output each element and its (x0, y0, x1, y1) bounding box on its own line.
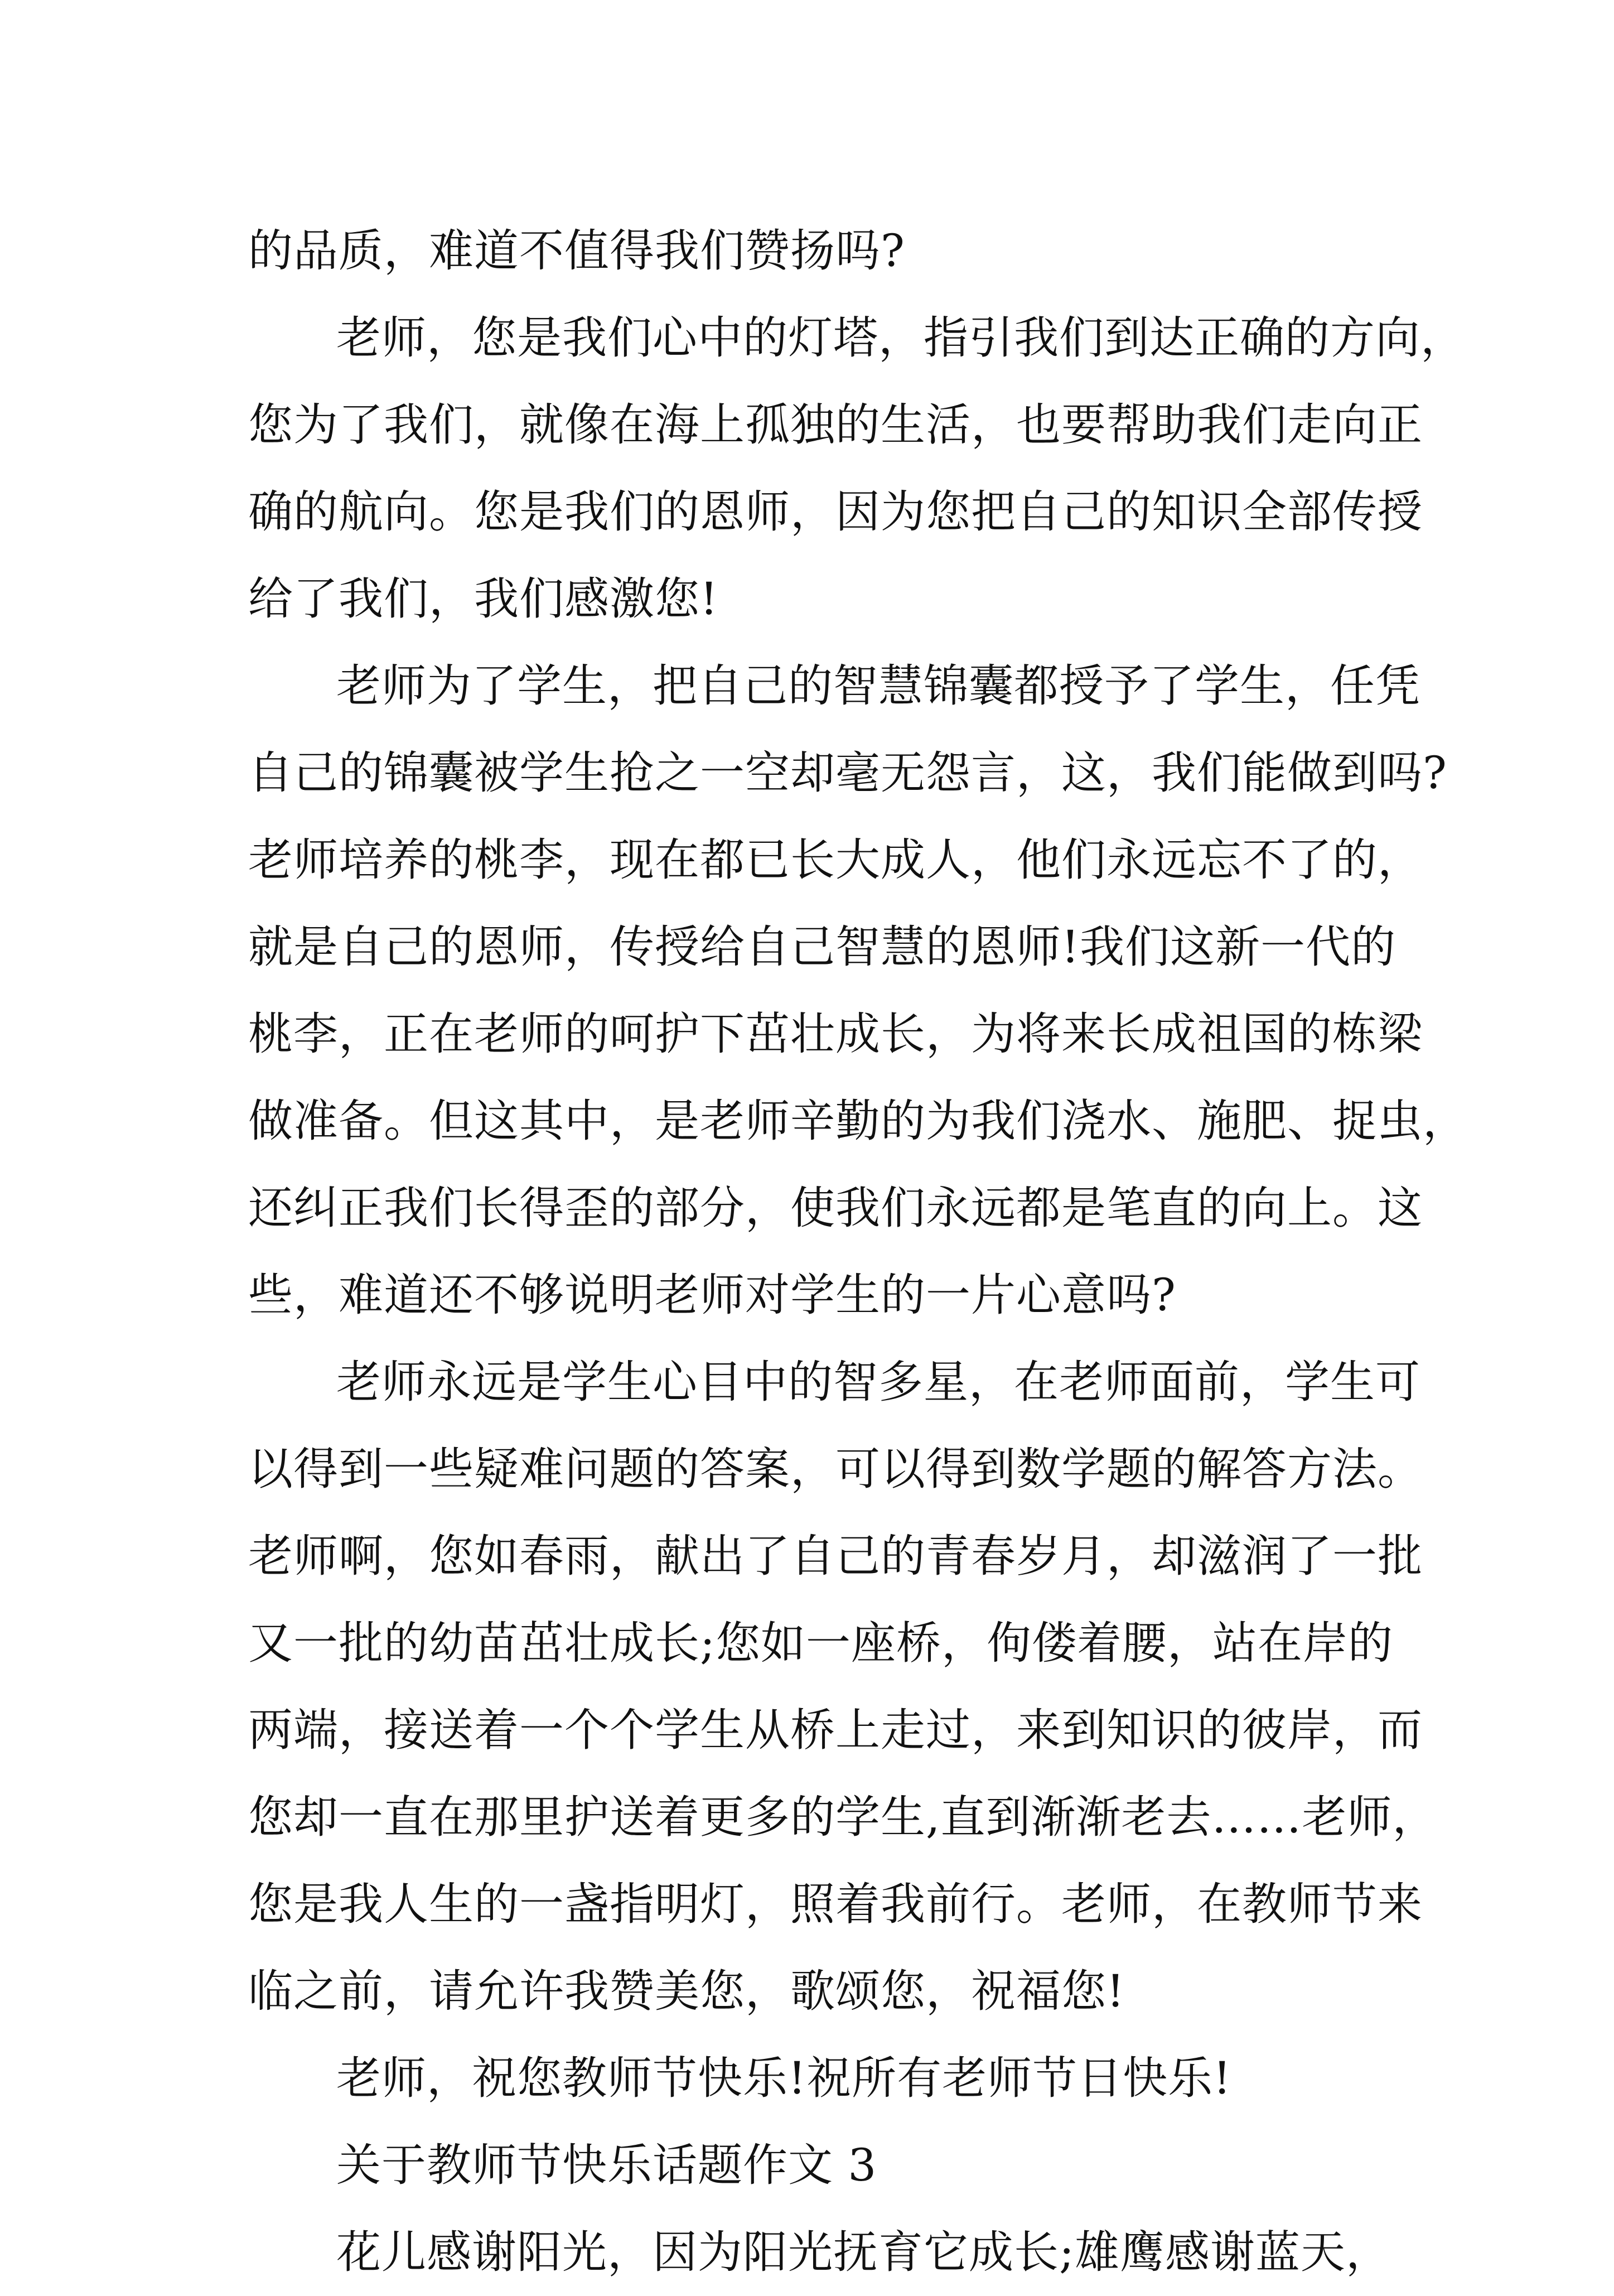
text-line: 就是自己的恩师，传授给自己智慧的恩师!我们这新一代的 (248, 921, 1396, 973)
text-line: 老师培养的桃李，现在都已长大成人，他们永远忘不了的， (248, 834, 1423, 886)
text-line: 老师啊，您如春雨，献出了自己的青春岁月，却滋润了一批 (248, 1530, 1423, 1582)
text-line: 些，难道还不够说明老师对学生的一片心意吗? (248, 1269, 1176, 1321)
paragraph-start-line: 花儿感谢阳光，因为阳光抚育它成长;雄鹰感谢蓝天， (336, 2226, 1391, 2278)
text-line: 还纠正我们长得歪的部分，使我们永远都是笔直的向上。这 (248, 1182, 1423, 1234)
text-line: 两端，接送着一个个学生从桥上走过，来到知识的彼岸，而 (248, 1704, 1423, 1756)
section-heading: 关于教师节快乐话题作文 3 (336, 2139, 877, 2191)
text-line: 确的航向。您是我们的恩师，因为您把自己的知识全部传授 (248, 486, 1423, 538)
text-line: 做准备。但这其中，是老师辛勤的为我们浇水、施肥、捉虫， (248, 1095, 1468, 1147)
text-line: 以得到一些疑难问题的答案，可以得到数学题的解答方法。 (248, 1443, 1423, 1495)
paragraph-start-line: 老师，您是我们心中的灯塔，指引我们到达正确的方向， (336, 312, 1466, 364)
text-line: 桃李，正在老师的呵护下茁壮成长，为将来长成祖国的栋梁 (248, 1008, 1423, 1060)
text-line: 给了我们，我们感激您! (248, 573, 719, 625)
text-line: 自己的锦囊被学生抢之一空却毫无怨言，这，我们能做到吗? (248, 747, 1447, 799)
paragraph-start-line: 老师为了学生，把自己的智慧锦囊都授予了学生，任凭 (336, 660, 1420, 712)
text-line: 您为了我们，就像在海上孤独的生活，也要帮助我们走向正 (248, 399, 1423, 451)
document-body (248, 208, 1468, 2296)
paragraph-start-line: 老师永远是学生心目中的智多星，在老师面前，学生可 (336, 1356, 1420, 1408)
text-line: 您是我人生的一盏指明灯，照着我前行。老师，在教师节来 (248, 1878, 1423, 1930)
text-line: 的品质，难道不值得我们赞扬吗? (248, 225, 905, 277)
text-line: 又一批的幼苗茁壮成长;您如一座桥，佝偻着腰，站在岸的 (248, 1617, 1393, 1669)
paragraph-start-line: 老师，祝您教师节快乐!祝所有老师节日快乐! (336, 2052, 1232, 2104)
text-line: 临之前，请允许我赞美您，歌颂您，祝福您! (248, 1965, 1125, 2017)
text-line: 您却一直在那里护送着更多的学生,直到渐渐老去……老师， (248, 1791, 1438, 1843)
